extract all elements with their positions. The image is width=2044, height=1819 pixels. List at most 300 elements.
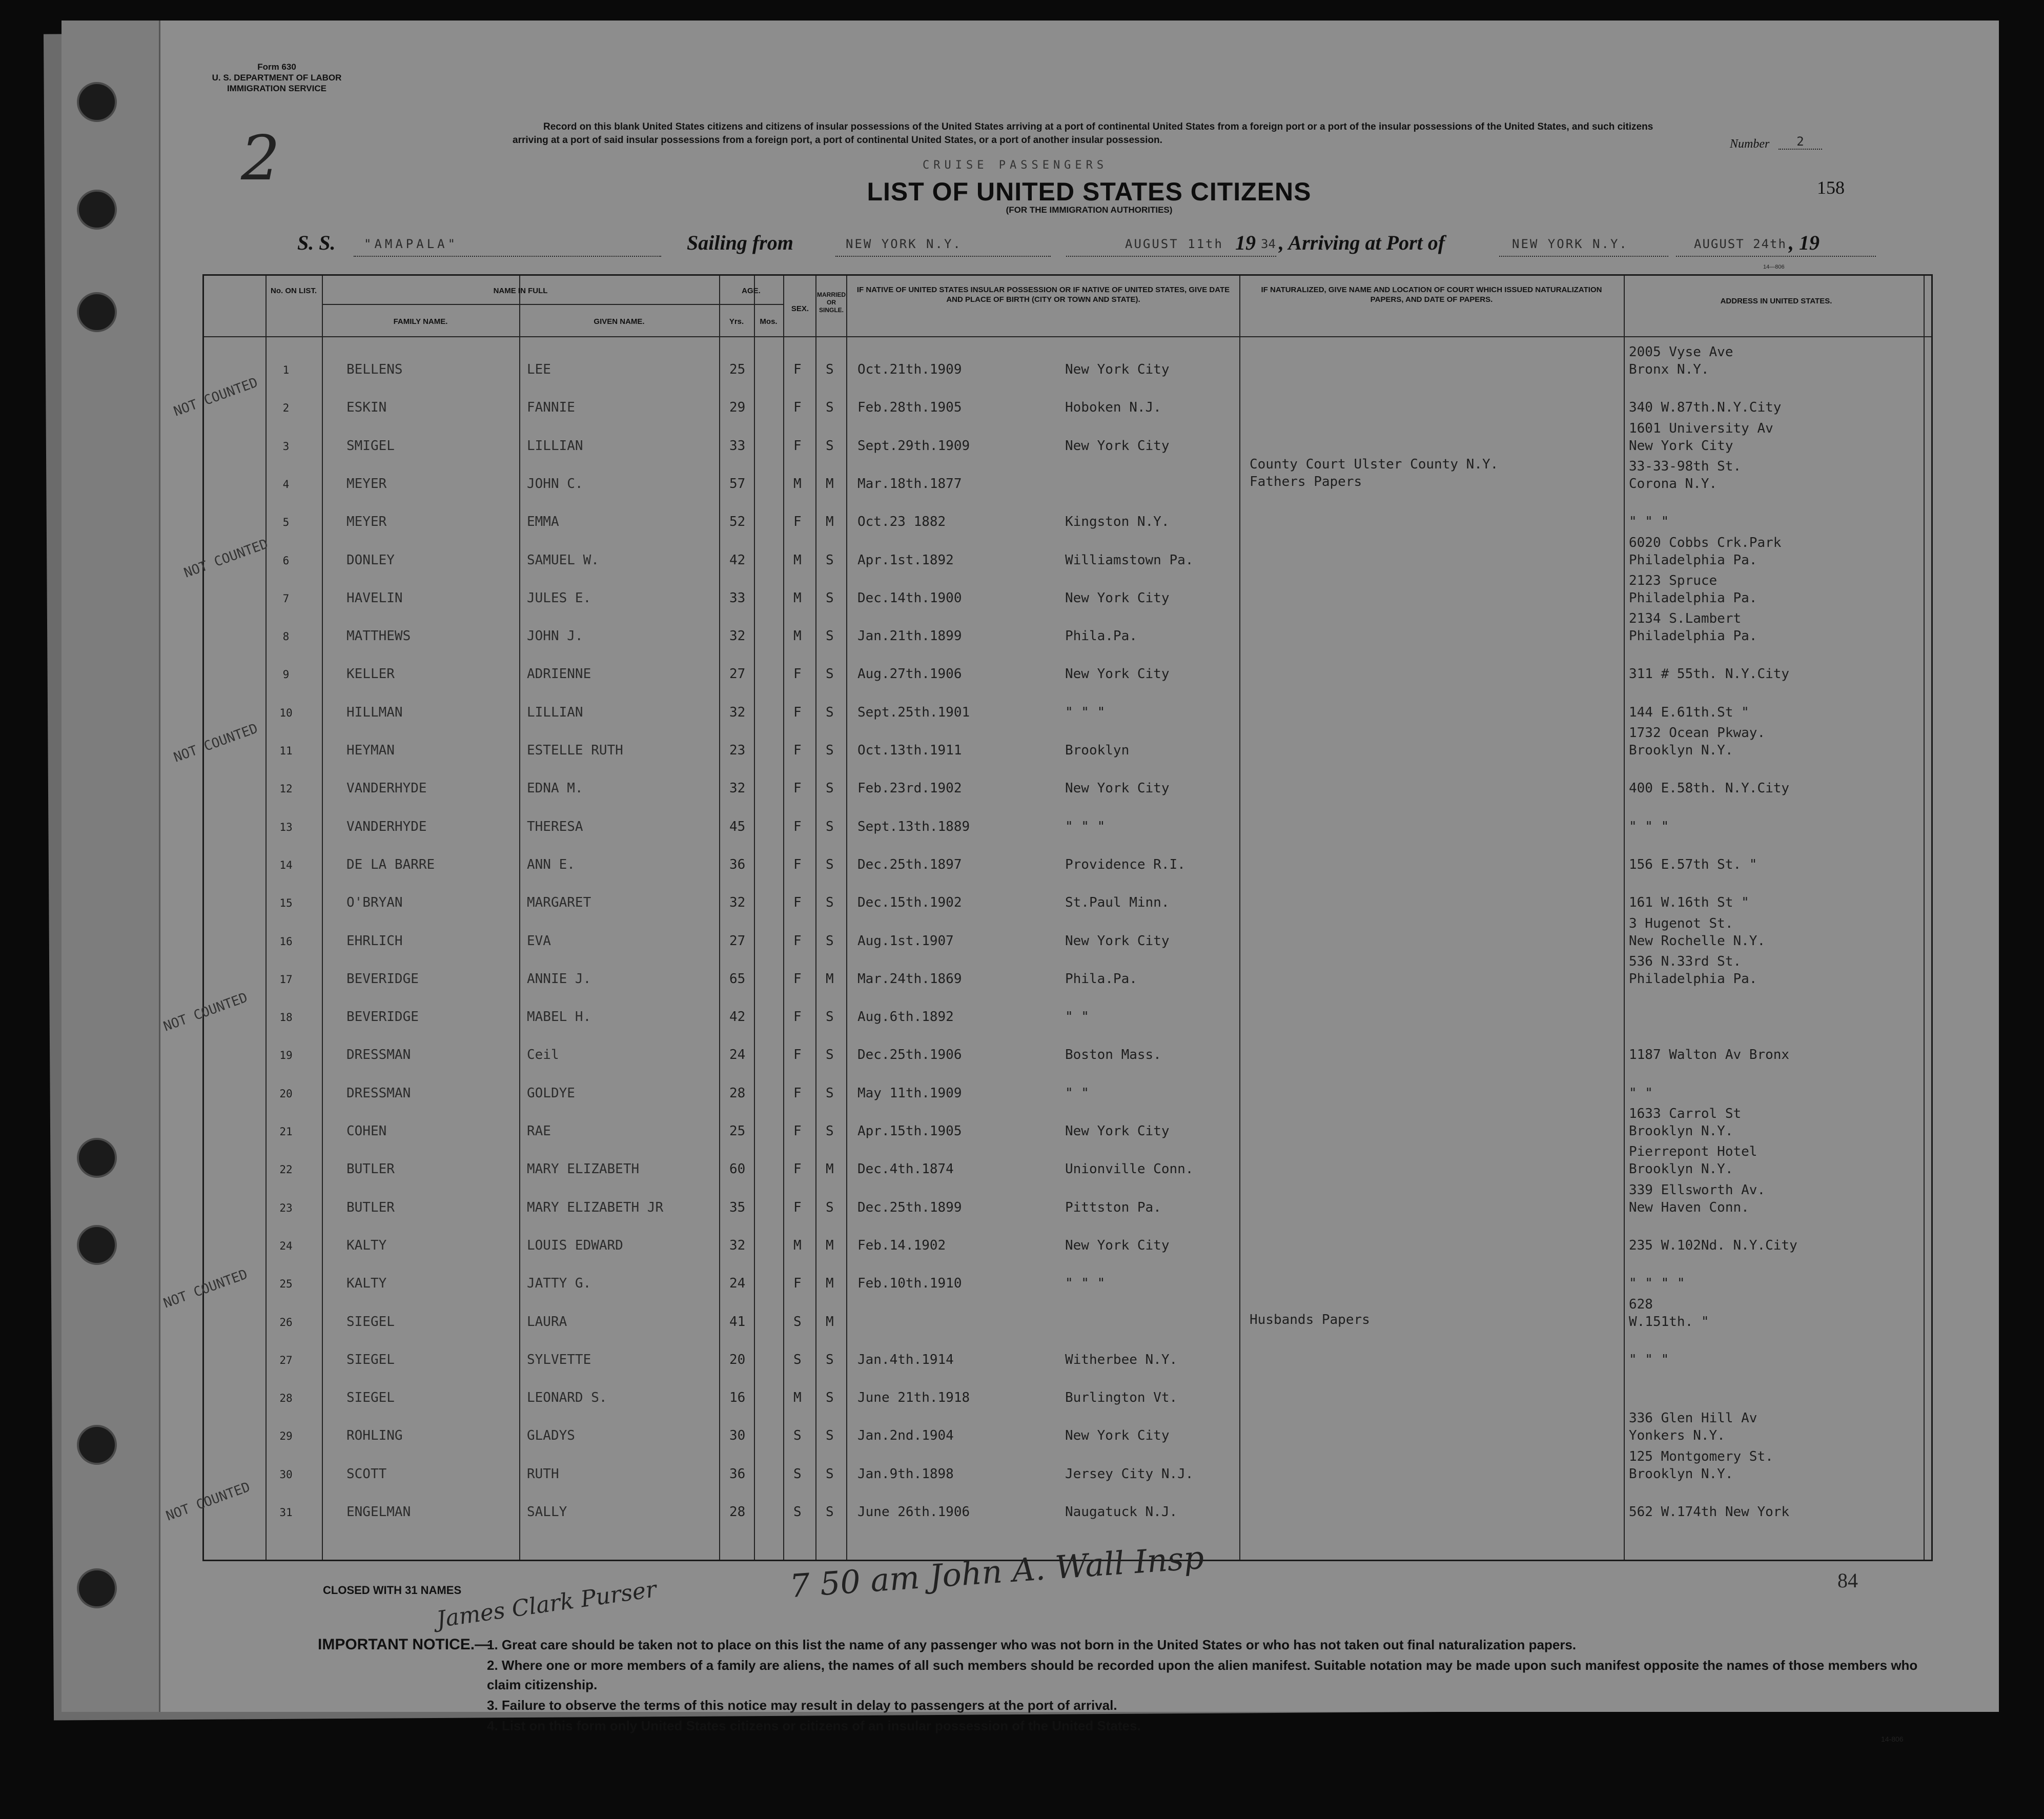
address-line-1: Pierrepont Hotel: [1629, 1144, 1757, 1160]
not-counted-stamp: NOT COUNTED: [182, 536, 271, 581]
marital-status: S: [826, 1352, 834, 1367]
table-row: [204, 1028, 1931, 1066]
sex: M: [793, 552, 802, 568]
marital-status: S: [826, 400, 834, 416]
closed-with-names: CLOSED WITH 31 NAMES: [323, 1584, 462, 1597]
given-name: JOHN J.: [527, 628, 583, 644]
birth-date: Dec.25th.1897: [857, 856, 962, 872]
sex: S: [793, 1352, 802, 1367]
table-row: [204, 495, 1931, 533]
header-naturalized: IF NATURALIZED, GIVE NAME AND LOCATION OF COURT WHICH ISSUED NATURALIZATION PAPERS, AND DATE OF PAPERS.: [1261, 285, 1602, 304]
birth-date: Feb.28th.1905: [857, 400, 962, 416]
header-mos: Mos.: [760, 317, 778, 326]
binding-hole: [77, 292, 117, 332]
naturalization-court: County Court Ulster County N.Y.: [1250, 456, 1499, 472]
sailing-date: AUGUST 11th: [1125, 237, 1223, 251]
table-row: [204, 1447, 1931, 1485]
marital-status: M: [826, 1161, 834, 1177]
table-row: [204, 875, 1931, 913]
address-line-2: " " ": [1629, 514, 1669, 530]
table-row: [204, 1371, 1931, 1408]
address-line-1: 628: [1629, 1296, 1653, 1312]
arrival-date-line: [1676, 255, 1876, 257]
birth-place: Witherbee N.Y.: [1065, 1352, 1178, 1367]
address-line-2: New Haven Conn.: [1629, 1199, 1749, 1215]
row-number: 9: [282, 668, 290, 681]
sex: M: [793, 628, 802, 644]
given-name: FANNIE: [527, 400, 575, 416]
marital-status: M: [826, 476, 834, 492]
not-counted-stamp: NOT COUNTED: [161, 990, 250, 1035]
sex: F: [793, 1047, 802, 1063]
table-row: [204, 685, 1931, 723]
marital-status: S: [826, 1199, 834, 1215]
age: 36: [729, 1466, 746, 1482]
address-line-2: Philadelphia Pa.: [1629, 628, 1757, 644]
marital-status: S: [826, 704, 834, 720]
sex: F: [793, 1123, 802, 1139]
marital-status: S: [826, 438, 834, 454]
row-number: 23: [279, 1201, 293, 1214]
address-line-2: 161 W.16th St ": [1629, 895, 1749, 911]
given-name: EDNA M.: [527, 781, 583, 796]
not-counted-stamp: NOT COUNTED: [161, 1266, 250, 1312]
header-yrs: Yrs.: [729, 317, 744, 326]
birth-place: Burlington Vt.: [1065, 1390, 1178, 1406]
marital-status: M: [826, 971, 834, 987]
birth-place: New York City: [1065, 666, 1170, 682]
address-line-2: New York City: [1629, 438, 1733, 454]
binding-hole: [77, 82, 117, 122]
birth-place: New York City: [1065, 933, 1170, 949]
address-line-1: 2005 Vyse Ave: [1629, 344, 1733, 360]
birth-date: Oct.23 1882: [857, 514, 946, 530]
sex: M: [793, 1237, 802, 1253]
address-line-2: Yonkers N.Y.: [1629, 1428, 1725, 1444]
age: 25: [729, 1123, 746, 1139]
family-name: KALTY: [346, 1276, 387, 1292]
age: 28: [729, 1504, 746, 1520]
table-row: [204, 990, 1931, 1028]
marital-status: S: [826, 819, 834, 834]
birth-place: " " ": [1065, 704, 1106, 720]
family-name: DRESSMAN: [346, 1047, 411, 1063]
header-no-on-list: No. ON LIST.: [271, 287, 317, 295]
family-name: VANDERHYDE: [346, 819, 427, 834]
family-name: DONLEY: [346, 552, 395, 568]
row-number: 24: [279, 1239, 293, 1252]
family-name: BEVERIDGE: [346, 1009, 419, 1025]
address-line-2: 400 E.58th. N.Y.City: [1629, 781, 1790, 796]
address-line-2: Brooklyn N.Y.: [1629, 1123, 1733, 1139]
notice-item: 3. Failure to observe the terms of this notice may result in delay to passengers at the port of arrival.: [487, 1698, 1117, 1713]
family-name: SCOTT: [346, 1466, 387, 1482]
address-line-1: 6020 Cobbs Crk.Park: [1629, 535, 1782, 550]
marital-status: S: [826, 933, 834, 949]
address-line-1: 125 Montgomery St.: [1629, 1448, 1773, 1464]
table-row: [204, 1408, 1931, 1446]
sex: F: [793, 1085, 802, 1101]
birth-place: Brooklyn: [1065, 743, 1130, 758]
age: 27: [729, 666, 746, 682]
family-name: ROHLING: [346, 1428, 403, 1444]
given-name: LILLIAN: [527, 438, 583, 454]
table-row: [204, 533, 1931, 571]
sex: F: [793, 971, 802, 987]
birth-place: New York City: [1065, 1428, 1170, 1444]
sex: F: [793, 704, 802, 720]
birth-date: June 21th.1918: [857, 1390, 970, 1406]
given-name: ANNIE J.: [527, 971, 591, 987]
given-name: LEONARD S.: [527, 1390, 607, 1406]
naturalization-papers: Fathers Papers: [1250, 474, 1362, 489]
birth-date: Apr.1st.1892: [857, 552, 954, 568]
binding-hole: [77, 1138, 117, 1178]
birth-place: Providence R.I.: [1065, 856, 1185, 872]
page-subtitle: (FOR THE IMMIGRATION AUTHORITIES): [1006, 205, 1173, 215]
given-name: GLADYS: [527, 1428, 575, 1444]
sex: S: [793, 1314, 802, 1330]
birth-place: New York City: [1065, 1237, 1170, 1253]
birth-place: Phila.Pa.: [1065, 628, 1137, 644]
age: 36: [729, 856, 746, 872]
marital-status: M: [826, 514, 834, 530]
address-line-2: Philadelphia Pa.: [1629, 552, 1757, 568]
row-number: 8: [282, 630, 290, 643]
given-name: LILLIAN: [527, 704, 583, 720]
sex: F: [793, 895, 802, 911]
age: 65: [729, 971, 746, 987]
birth-place: New York City: [1065, 781, 1170, 796]
number-value: 2: [1779, 134, 1822, 150]
table-row: [204, 914, 1931, 952]
age: 45: [729, 819, 746, 834]
row-number: 28: [279, 1392, 293, 1405]
age: 20: [729, 1352, 746, 1367]
marital-status: S: [826, 362, 834, 377]
birth-place: New York City: [1065, 590, 1170, 606]
handwritten-page-number: 2: [241, 123, 280, 194]
table-row: [204, 1295, 1931, 1333]
age: 42: [729, 1009, 746, 1025]
family-name: SIEGEL: [346, 1352, 395, 1367]
given-name: MARY ELIZABETH JR: [527, 1199, 664, 1215]
naturalization-papers: Husbands Papers: [1250, 1312, 1370, 1327]
age: 25: [729, 362, 746, 377]
sex: F: [793, 1161, 802, 1177]
age: 27: [729, 933, 746, 949]
sex: F: [793, 1009, 802, 1025]
age: 33: [729, 590, 746, 606]
row-number: 3: [282, 440, 290, 453]
table-row: [204, 647, 1931, 685]
not-counted-stamp: NOT COUNTED: [164, 1479, 253, 1524]
header-address: ADDRESS IN UNITED STATES.: [1720, 297, 1832, 305]
header-name-in-full: NAME IN FULL: [493, 287, 548, 295]
sex: F: [793, 856, 802, 872]
arrival-port-line: [1499, 255, 1668, 257]
age: 52: [729, 514, 746, 530]
inspector-signature: 7 50 am John A. Wall Insp: [788, 1538, 1205, 1605]
birth-place: St.Paul Minn.: [1065, 895, 1170, 911]
address-line-1: 336 Glen Hill Av: [1629, 1411, 1757, 1426]
address-line-2: " " " ": [1629, 1276, 1685, 1292]
marital-status: S: [826, 552, 834, 568]
birth-date: Aug.1st.1907: [857, 933, 954, 949]
age: 23: [729, 743, 746, 758]
age: 42: [729, 552, 746, 568]
age: 60: [729, 1161, 746, 1177]
address-line-1: 33-33-98th St.: [1629, 458, 1742, 474]
sex: F: [793, 1276, 802, 1292]
family-name: DRESSMAN: [346, 1085, 411, 1101]
binding-strip: [62, 21, 160, 1712]
ship-name: "AMAPALA": [364, 237, 459, 251]
family-name: ENGELMAN: [346, 1504, 411, 1520]
birth-date: Mar.24th.1869: [857, 971, 962, 987]
row-number: 2: [282, 402, 290, 415]
birth-date: May 11th.1909: [857, 1085, 962, 1101]
arrival-year-prefix: , 19: [1789, 231, 1820, 254]
table-row: [204, 1485, 1931, 1523]
table-row: [204, 1180, 1931, 1218]
birth-date: Apr.15th.1905: [857, 1123, 962, 1139]
voyage-line: [297, 231, 1886, 261]
family-name: BELLENS: [346, 362, 403, 377]
page-number: 158: [1817, 177, 1845, 198]
family-name: MEYER: [346, 476, 387, 492]
arriving-label: , Arriving at Port of: [1279, 231, 1445, 254]
table-row: [204, 419, 1931, 457]
address-line-2: 235 W.102Nd. N.Y.City: [1629, 1237, 1797, 1253]
table-row: [204, 837, 1931, 875]
marital-status: S: [826, 1085, 834, 1101]
age: 32: [729, 628, 746, 644]
row-number: 11: [279, 745, 293, 757]
row-number: 22: [279, 1163, 293, 1176]
row-number: 7: [282, 592, 290, 605]
form-code: 14-806: [1881, 1735, 1904, 1743]
given-name: EVA: [527, 933, 551, 949]
header-sex: SEX.: [791, 304, 809, 313]
table-row: [204, 761, 1931, 799]
family-name: HAVELIN: [346, 590, 403, 606]
family-name: SIEGEL: [346, 1390, 395, 1406]
table-row: [204, 457, 1931, 495]
birth-place: New York City: [1065, 1123, 1170, 1139]
family-name: COHEN: [346, 1123, 387, 1139]
table-row: [204, 952, 1931, 990]
department-name: U. S. DEPARTMENT OF LABOR: [212, 73, 342, 83]
address-line-1: 3 Hugenot St.: [1629, 915, 1733, 931]
row-number: 12: [279, 783, 293, 795]
address-line-2: 562 W.174th New York: [1629, 1504, 1790, 1520]
address-line-2: " " ": [1629, 819, 1669, 834]
birth-place: Williamstown Pa.: [1065, 552, 1194, 568]
sex: S: [793, 1466, 802, 1482]
row-number: 10: [279, 706, 293, 719]
sex: M: [793, 476, 802, 492]
sex: M: [793, 590, 802, 606]
family-name: SMIGEL: [346, 438, 395, 454]
birth-place: Boston Mass.: [1065, 1047, 1161, 1063]
row-number: 6: [282, 554, 290, 567]
birth-place: Hoboken N.J.: [1065, 400, 1161, 416]
given-name: SAMUEL W.: [527, 552, 599, 568]
row-number: 4: [282, 478, 290, 490]
marital-status: S: [826, 1428, 834, 1444]
family-name: VANDERHYDE: [346, 781, 427, 796]
table-row: [204, 1333, 1931, 1371]
birth-place: " " ": [1065, 819, 1106, 834]
ship-name-line: [354, 255, 661, 257]
table-row: [204, 609, 1931, 647]
birth-date: Sept.13th.1889: [857, 819, 970, 834]
birth-date: Oct.13th.1911: [857, 743, 962, 758]
address-line-2: " ": [1629, 1085, 1653, 1101]
address-line-2: Brooklyn N.Y.: [1629, 1161, 1733, 1177]
year-suffix: 34: [1261, 237, 1276, 251]
row-number: 27: [279, 1354, 293, 1366]
table-row: [204, 342, 1931, 380]
binding-hole: [77, 1225, 117, 1265]
given-name: RAE: [527, 1123, 551, 1139]
row-number: 19: [279, 1049, 293, 1062]
birth-date: Mar.18th.1877: [857, 476, 962, 492]
address-line-2: New Rochelle N.Y.: [1629, 933, 1766, 949]
address-line-1: 1601 University Av: [1629, 420, 1773, 436]
sex: F: [793, 743, 802, 758]
row-number: 5: [282, 516, 290, 529]
age: 30: [729, 1428, 746, 1444]
row-number: 25: [279, 1278, 293, 1291]
sex: F: [793, 514, 802, 530]
birth-date: Dec.4th.1874: [857, 1161, 954, 1177]
family-name: O'BRYAN: [346, 895, 403, 911]
row-number: 17: [279, 973, 293, 986]
given-name: EMMA: [527, 514, 559, 530]
family-name: BUTLER: [346, 1161, 395, 1177]
marital-status: S: [826, 1047, 834, 1063]
given-name: LEE: [527, 362, 551, 377]
given-name: THERESA: [527, 819, 583, 834]
form-number: Form 630: [257, 62, 296, 72]
address-line-1: 2134 S.Lambert: [1629, 611, 1742, 627]
address-line-1: 2123 Spruce: [1629, 573, 1718, 588]
notice-item: 2. Where one or more members of a family are aliens, the names of all such members should be recorded upon the alien manifest. Suitable notation may be made upon such manifest opposite the names of those members who claim citizenship.: [487, 1658, 1918, 1692]
table-row: [204, 1256, 1931, 1294]
birth-place: " " ": [1065, 1276, 1106, 1292]
table-row: [204, 723, 1931, 761]
table-row: [204, 1066, 1931, 1104]
table-row: [204, 571, 1931, 609]
table-row: [204, 800, 1931, 837]
page-title: LIST OF UNITED STATES CITIZENS: [867, 177, 1312, 206]
age: 29: [729, 400, 746, 416]
age: 57: [729, 476, 746, 492]
given-name: LAURA: [527, 1314, 567, 1330]
age: 16: [729, 1390, 746, 1406]
given-name: SYLVETTE: [527, 1352, 591, 1367]
birth-date: Aug.27th.1906: [857, 666, 962, 682]
age: 33: [729, 438, 746, 454]
sex: F: [793, 666, 802, 682]
marital-status: S: [826, 590, 834, 606]
birth-place: New York City: [1065, 438, 1170, 454]
sailing-from: NEW YORK N.Y.: [846, 237, 962, 251]
address-line-2: Philadelphia Pa.: [1629, 971, 1757, 987]
given-name: MABEL H.: [527, 1009, 591, 1025]
family-name: MATTHEWS: [346, 628, 411, 644]
sex: F: [793, 819, 802, 834]
birth-date: Feb.14.1902: [857, 1237, 946, 1253]
marital-status: M: [826, 1276, 834, 1292]
age: 41: [729, 1314, 746, 1330]
birth-place: " ": [1065, 1085, 1089, 1101]
family-name: SIEGEL: [346, 1314, 395, 1330]
sex: F: [793, 781, 802, 796]
address-line-2: 340 W.87th.N.Y.City: [1629, 400, 1782, 416]
marital-status: S: [826, 856, 834, 872]
row-number: 21: [279, 1126, 293, 1138]
age: 32: [729, 704, 746, 720]
row-number: 29: [279, 1430, 293, 1443]
family-name: ESKIN: [346, 400, 387, 416]
row-number: 20: [279, 1087, 293, 1100]
age: 32: [729, 895, 746, 911]
age: 32: [729, 1237, 746, 1253]
header-married-single: MARRIED OR SINGLE.: [817, 291, 846, 314]
birth-date: Jan.21th.1899: [857, 628, 962, 644]
row-number: 26: [279, 1316, 293, 1329]
birth-place: New York City: [1065, 362, 1170, 377]
birth-date: Sept.25th.1901: [857, 704, 970, 720]
address-line-2: Philadelphia Pa.: [1629, 590, 1757, 606]
birth-date: Dec.14th.1900: [857, 590, 962, 606]
marital-status: S: [826, 1466, 834, 1482]
binding-hole: [77, 190, 117, 230]
purser-signature: James Clark Purser: [435, 1576, 658, 1633]
row-number: 31: [279, 1506, 293, 1519]
family-name: MEYER: [346, 514, 387, 530]
address-line-2: 311 # 55th. N.Y.City: [1629, 666, 1790, 682]
form-info: [200, 62, 354, 94]
header-age: AGE.: [742, 287, 761, 295]
sex: F: [793, 1199, 802, 1215]
given-name: JATTY G.: [527, 1276, 591, 1292]
not-counted-stamp: NOT COUNTED: [172, 375, 260, 420]
intro-text: Record on this blank United States citizens and citizens of insular possessions of the United States arriving at a port of continental United States from a foreign port or a port of the insular possessions of the United States, and such citizens arriving at a port of said insular possessions from a foreign port, a port of continental United States, or a port of another insular possession.: [513, 121, 1653, 146]
address-line-2: " " ": [1629, 1352, 1669, 1367]
birth-date: Jan.9th.1898: [857, 1466, 954, 1482]
birth-place: Unionville Conn.: [1065, 1161, 1194, 1177]
address-line-1: 536 N.33rd St.: [1629, 953, 1742, 969]
arrival-port: NEW YORK N.Y.: [1512, 237, 1628, 251]
age: 24: [729, 1276, 746, 1292]
sailing-label: Sailing from: [687, 231, 793, 254]
row-number: 15: [279, 897, 293, 910]
birth-place: Jersey City N.J.: [1065, 1466, 1194, 1482]
given-name: Ceil: [527, 1047, 559, 1063]
row-number: 14: [279, 859, 293, 871]
family-name: DE LA BARRE: [346, 856, 435, 872]
given-name: JOHN C.: [527, 476, 583, 492]
family-name: KALTY: [346, 1237, 387, 1253]
notice-item: 4. List on this form only United States citizens or citizens of an insular possession of the United States.: [487, 1718, 1141, 1733]
table-row: [204, 1142, 1931, 1180]
marital-status: S: [826, 1009, 834, 1025]
cruise-passengers-stamp: CRUISE PASSENGERS: [923, 159, 1108, 172]
